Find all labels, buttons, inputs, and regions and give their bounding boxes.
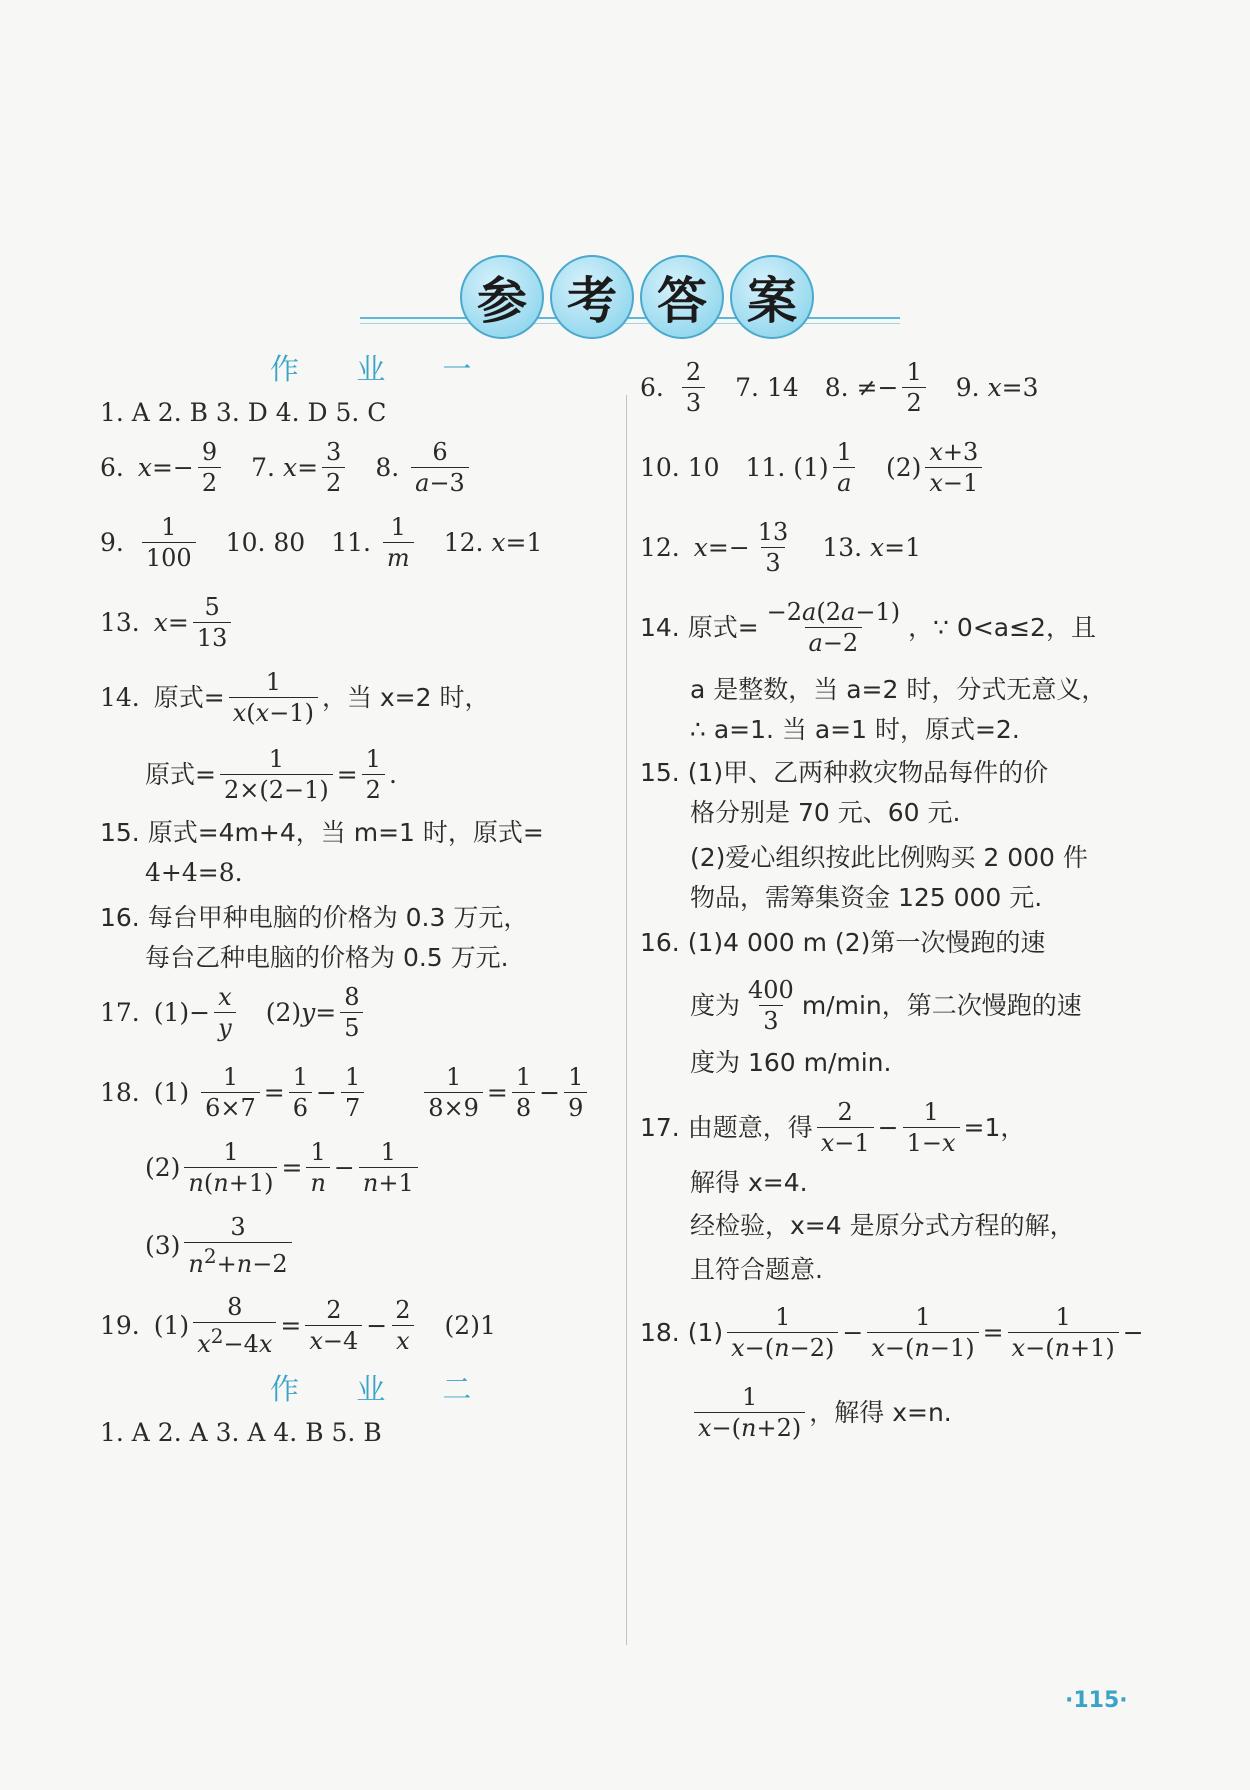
q-number: 9. [100, 528, 124, 557]
answer-r-16-line3: 度为 160 m/min. [690, 1048, 892, 1077]
answer-r-14: 14. 原式= $\frac{-2a(2a-1)}{a-2}$ ，∵ 0<a≤2，且 [640, 598, 1096, 657]
heading-homework-1: 作 业 一 [270, 352, 496, 386]
answer-r-12-13: 12. x =− $\frac{13}{3}$ 13. x =1 [640, 518, 922, 577]
q-number: 17. [100, 998, 140, 1027]
answer-r-14-line2: a 是整数，当 a=2 时，分式无意义， [690, 675, 1107, 704]
answer-1-5: 1. A 2. B 3. D 4. D 5. C [100, 398, 387, 427]
answer-17: 17. (1)− $\frac{x}{y}$ (2) y = $\frac{8}{5}$ [100, 985, 367, 1040]
answer-14-cont: 原式= $\frac{1}{2\times(2-1)}$ = $\frac{1}{2}$ . [145, 745, 397, 804]
q-number: 10. 80 [225, 528, 306, 557]
title-char-4: 案 [730, 255, 814, 339]
answer-r-10-11: 10. 10 11. (1) $\frac{1}{a}$ (2) $\frac{x+3}{x-1}$ [640, 440, 986, 495]
answer-r-17-line3: 经检验，x=4 是原分式方程的解， [690, 1211, 1075, 1240]
answer-text: m/min，第二次慢跑的速 [801, 991, 1082, 1020]
q-number: 11. [331, 528, 371, 557]
answer-text: 14. 原式= [640, 613, 759, 642]
q-number: 13. [100, 608, 140, 637]
answer-r-6-9: 6. $\frac{2}{3}$ 7. 14 8. ≠− $\frac{1}{2}$ 9. x =3 [640, 358, 1039, 417]
answer-19: 19. (1) $\frac{8}{x^2-4x}$ = $\frac{2}{x-4}$ − $\frac{2}{x}$ (2)1 [100, 1293, 496, 1358]
answer-r-17: 17. 由题意，得 $\frac{2}{x-1}$ − $\frac{1}{1-x}$ =1， [640, 1098, 1026, 1157]
heading-homework-2: 作 业 二 [270, 1372, 496, 1406]
answer-text: 度为 [690, 991, 741, 1020]
q-number: 12. [443, 528, 484, 557]
page-number: ·115· [1065, 1688, 1128, 1713]
q-number: 6. [100, 453, 124, 482]
answer-16-line1: 16. 每台甲种电脑的价格为 0.3 万元， [100, 903, 529, 932]
answer-6-8: 6. x =− $\frac{9}{2}$ 7. x = $\frac{3}{2}$ 8. $\frac{6}{a-3}$ [100, 440, 473, 495]
answer-text: 18. (1) [640, 1318, 724, 1347]
q-number: 11. [745, 453, 786, 482]
answer-hw2-1-5: 1. A 2. A 3. A 4. B 5. B [100, 1418, 382, 1447]
answer-15-line1: 15. 原式=4m+4，当 m=1 时，原式= [100, 818, 544, 847]
answer-r-15-line1: 15. (1)甲、乙两种救灾物品每件的价 [640, 758, 1049, 787]
q-number: 18. [100, 1078, 140, 1107]
q-number: 13. [822, 533, 863, 562]
answer-r-17-line4: 且符合题意. [690, 1255, 823, 1284]
answer-text: 17. 由题意，得 [640, 1113, 813, 1142]
answer-18-2: (2) $\frac{1}{n(n+1)}$ = $\frac{1}{n}$ − $\frac{1}{n+1}$ [145, 1140, 422, 1195]
answer-18-3: (3) $\frac{3}{n^2+n-2}$ [145, 1215, 296, 1276]
answer-14: 14. 原式= $\frac{1}{x(x-1)}$ ，当 x=2 时， [100, 668, 490, 727]
q-number: 6. [640, 373, 664, 402]
title-banner [360, 255, 900, 335]
q-number: 12. [640, 533, 680, 562]
answer-16-line2: 每台乙种电脑的价格为 0.5 万元. [145, 943, 509, 972]
answer-text: 原式= [153, 683, 225, 712]
answer-r-15-line2: 格分别是 70 元、60 元. [690, 798, 961, 827]
q-number: 8. [824, 373, 849, 402]
q-number: 7. 14 [735, 373, 799, 402]
answer-r-16-line2: 度为 $\frac{400}{3}$ m/min，第二次慢跑的速 [690, 976, 1082, 1035]
answer-text: =1， [963, 1113, 1026, 1142]
answer-r-15-line3: (2)爱心组织按此比例购买 2 000 件 [690, 843, 1088, 872]
q-number: 7. [251, 453, 276, 482]
answer-18-1: 18. (1) $\frac{1}{6\times 7}$ = $\frac{1}{6}$ − $\frac{1}{7}$ $\frac{1}{8\times 9}$ = $\frac{1}{8}$ − $\frac{1}{9}$ [100, 1065, 591, 1120]
answer-text: ，解得 x=n. [809, 1398, 952, 1427]
q-number: 10. 10 [640, 453, 720, 482]
answer-9-12: 9. $\frac{1}{100}$ 10. 80 11. $\frac{1}{m}$ 12. x =1 [100, 513, 543, 572]
answer-text: 原式= [145, 760, 216, 789]
answer-13: 13. x = $\frac{5}{13}$ [100, 595, 235, 650]
q-number: 14. [100, 683, 140, 712]
answer-r-14-line3: ∴ a=1. 当 a=1 时，原式=2. [690, 715, 1020, 744]
answer-r-17-line2: 解得 x=4. [690, 1168, 808, 1197]
answer-text: ，∵ 0<a≤2，且 [908, 613, 1096, 642]
answer-r-16-line1: 16. (1)4 000 m (2)第一次慢跑的速 [640, 928, 1046, 957]
q-number: 9. [955, 373, 980, 402]
title-circles [460, 255, 814, 339]
answer-r-18-cont: $\frac{1}{x-(n+2)}$ ，解得 x=n. [690, 1385, 952, 1440]
title-char-1: 参 [460, 255, 544, 339]
column-divider [626, 395, 627, 1645]
title-char-2: 考 [550, 255, 634, 339]
answer-r-18: 18. (1) $\frac{1}{x-(n-2)}$ − $\frac{1}{x-(n-1)}$ = $\frac{1}{x-(n+1)}$ − [640, 1303, 1144, 1362]
q-number: 8. [375, 453, 400, 482]
answer-r-15-line4: 物品，需筹集资金 125 000 元. [690, 883, 1043, 912]
q-number: 19. [100, 1311, 140, 1340]
title-char-3: 答 [640, 255, 724, 339]
answer-15-line2: 4+4=8. [145, 858, 243, 887]
answer-text: ，当 x=2 时， [321, 683, 490, 712]
